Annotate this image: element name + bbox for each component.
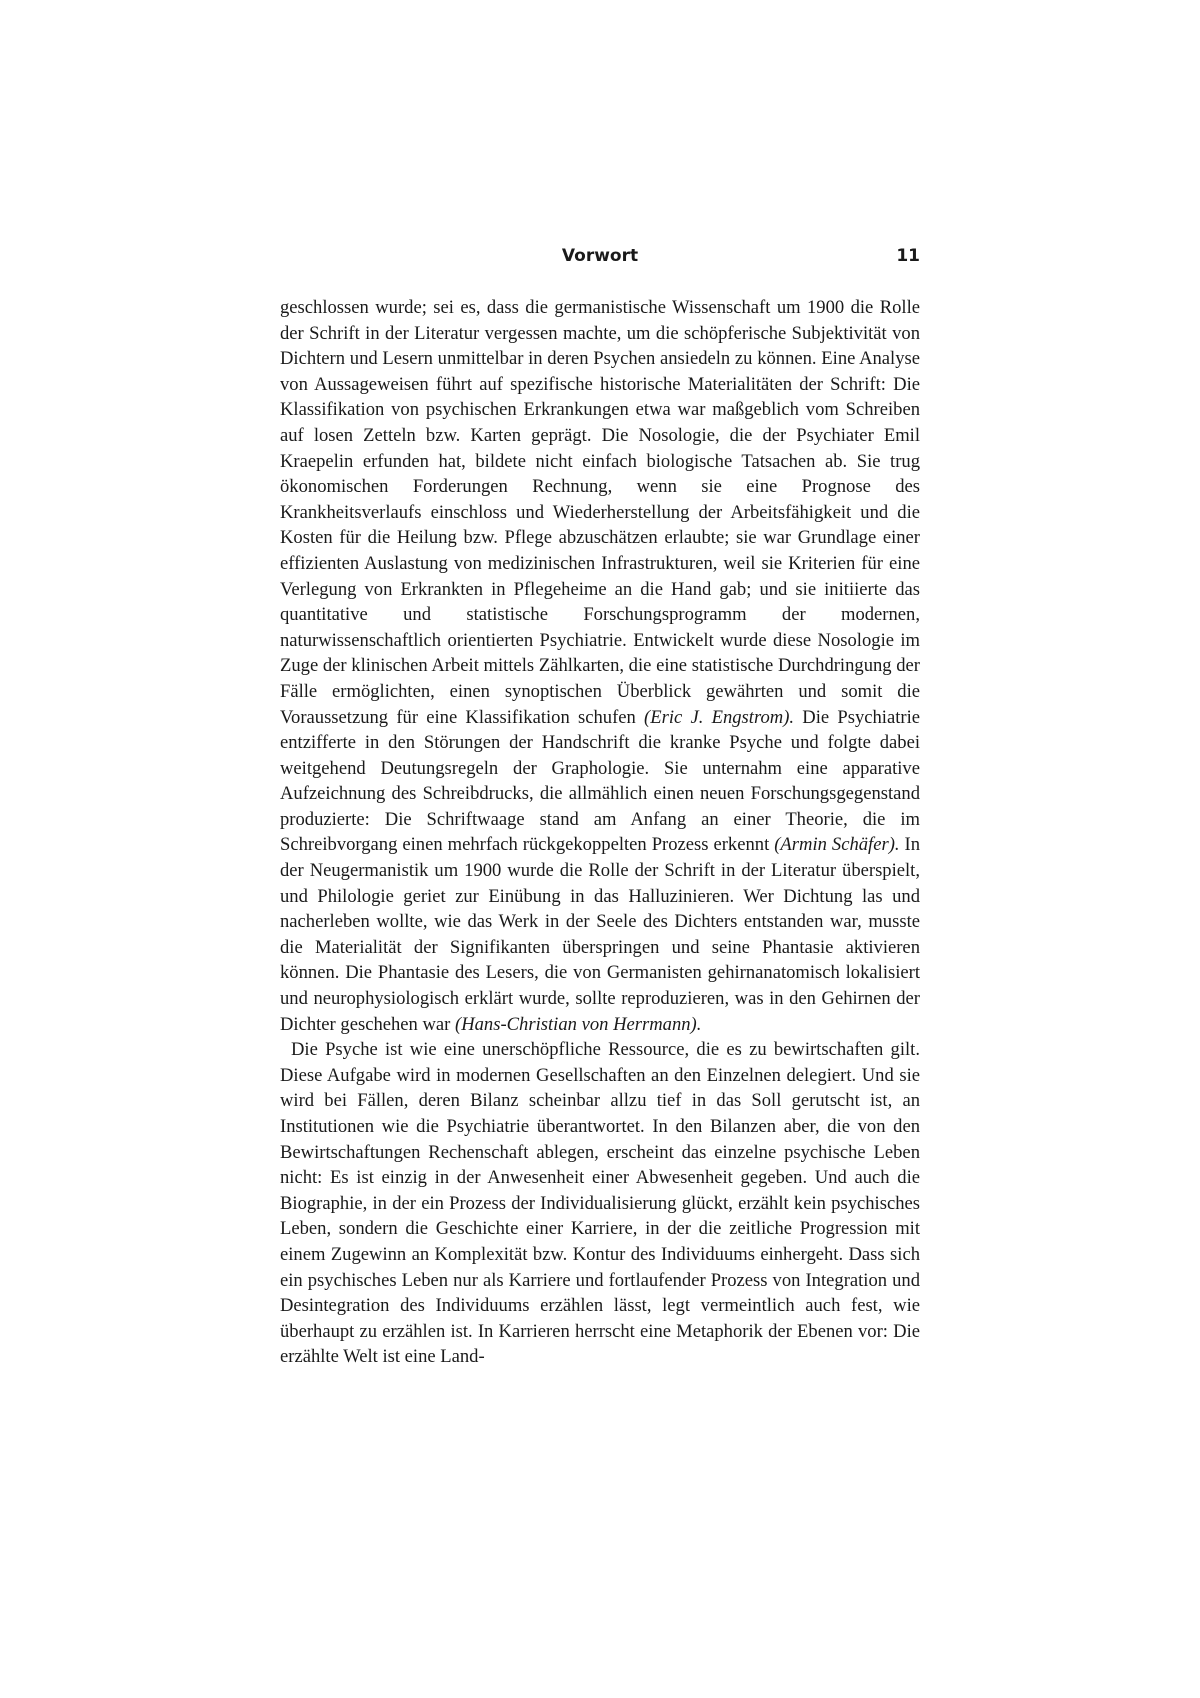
author-citation: (Hans-Christian von Herrmann). bbox=[455, 1013, 702, 1035]
body-text bbox=[280, 295, 920, 1370]
running-head bbox=[280, 246, 920, 276]
paragraph-text: In der Neugermanistik um 1900 wurde die Rolle der Schrift in der Literatur überspielt, und Philologie geriet zur Einübung in das Halluzinieren. Wer Dichtung las und nacherleben wollte, wie das Werk in der Seele des Dichters entstanden war, musste die Materialität der Signifikanten überspringen und seine Phantasie aktivieren können. Die Phantasie des Lesers, die von Germanisten gehirnanatomisch lokalisiert und neurophysiologisch erklärt wurde, sollte reproduzieren, was in den Gehirnen der Dichter geschehen war bbox=[280, 834, 921, 1035]
paragraph-text: geschlossen wurde; sei es, dass die germanistische Wissenschaft um 1900 die Rolle der Schrift in der Literatur vergessen machte, um die schöpferische Subjektivität von Dichtern und Lesern unmittelbar in deren Psychen ansiedeln zu können. Eine Analyse von Aussageweisen führt auf spezifische historische Materialitäten der Schrift: Die Klassifikation von psychischen Erkrankungen etwa war maßgeblich vom Schreiben auf losen Zetteln bzw. Karten geprägt. Die Nosologie, die der Psychiater Emil Kraepelin erfunden hat, bildete nicht einfach biologische Tatsachen ab. Sie trug ökonomischen Forderungen Rechnung, wenn sie eine Prognose des Krankheitsverlaufs einschloss und Wiederherstellung der Arbeitsfähigkeit und die Kosten für die Heilung bzw. Pflege abzuschätzen erlaubte; sie war Grundlage einer effizienten Auslastung von medizinischen Infrastrukturen, weil sie Kriterien für eine Verlegung von Erkrankten in Pflegeheime an die Hand gab; und sie initiierte das quantitative und statistische Forschungsprogramm der modernen, naturwissenschaftlich orientierten Psychiatrie. Entwickelt wurde diese Nosologie im Zuge der klinischen Arbeit mittels Zählkarten, die eine statistische Durchdringung der Fälle ermöglichten, einen synoptischen Überblick gewährten und somit die Voraussetzung für eine Klassifikation schufen bbox=[280, 297, 920, 728]
page-number: 11 bbox=[896, 246, 920, 266]
author-citation: (Armin Schäfer). bbox=[774, 834, 900, 856]
paragraph-text: Die Psyche ist wie eine unerschöpfliche Ressource, die es zu bewirtschaften gilt. Diese Aufgabe wird in modernen Gesellschaften an den Einzelnen delegiert. Und sie wird bei Fällen, deren Bilanz scheinbar allzu tief in das Soll gerutscht ist, an Institutionen wie die Psychiatrie überantwortet. In den Bilanzen aber, die von den Bewirtschaftungen Rechenschaft ablegen, erscheint das einzelne psychische Leben nicht: Es ist einzig in der Anwesenheit einer Abwesenheit gegeben. Und auch die Biographie, in der ein Prozess der Individualisierung glückt, erzählt kein psychisches Leben, sondern die Geschichte einer Karriere, in der die zeitliche Progression mit einem Zugewinn an Komplexität bzw. Kontur des Individuums einhergeht. Dass sich ein psychisches Leben nur als Karriere und fortlaufender Prozess von Integration und Desintegration des Individuums erzählen lässt, legt vermeintlich auch fest, wie überhaupt zu erzählen ist. In Karrieren herrscht eine Metaphorik der Ebenen vor: Die erzählte Welt ist eine Land- bbox=[280, 1039, 920, 1368]
paragraph-text: Die Psychiatrie entzifferte in den Störungen der Handschrift die kranke Psyche und folgte dabei weitgehend Deutungsregeln der Graphologie. Sie unternahm eine apparative Aufzeichnung des Schreibdrucks, die allmählich einen neuen Forschungsgegenstand produzierte: Die Schriftwaage stand am Anfang an einer Theorie, die im Schreibvorgang einen mehrfach rückgekoppelten Prozess erkennt bbox=[280, 706, 921, 856]
author-citation: (Eric J. Engstrom). bbox=[644, 706, 795, 728]
paragraph bbox=[280, 295, 920, 1037]
chapter-title: Vorwort bbox=[561, 246, 639, 266]
paragraph bbox=[280, 1037, 920, 1370]
